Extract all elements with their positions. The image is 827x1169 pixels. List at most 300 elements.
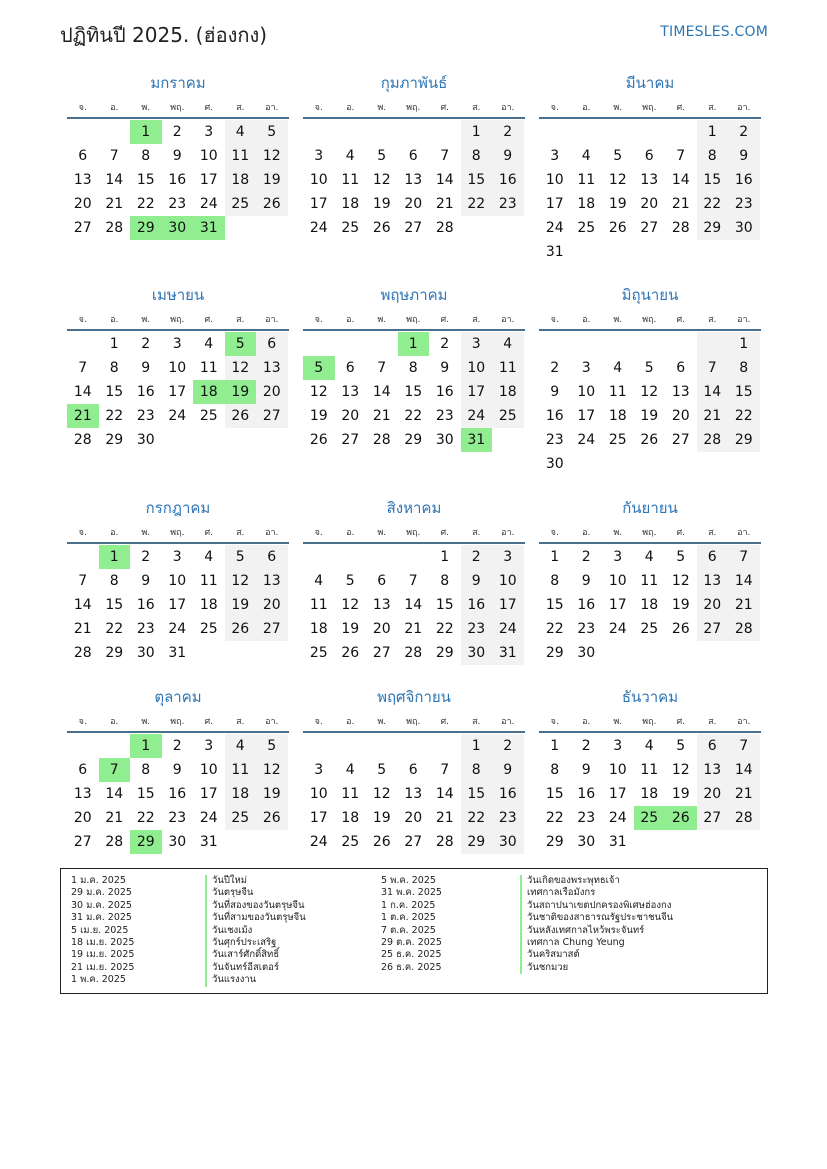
day-cell: 17 [168, 597, 187, 613]
month-name: พฤษภาคม [380, 286, 448, 304]
day-cell: 8 [461, 144, 493, 168]
day-cell: 26 [256, 192, 288, 216]
holiday-names-col-1 [205, 875, 306, 987]
day-cell: 27 [256, 617, 288, 641]
weekday-label: พ. [377, 717, 387, 727]
day-cell: 30 [728, 216, 760, 240]
day-cell: 10 [168, 573, 187, 589]
weekday-label: ศ. [676, 103, 686, 113]
day-cell: 4 [204, 549, 214, 565]
day-cell: 4 [644, 738, 654, 754]
day-cell: 10 [608, 762, 627, 778]
day-cell: 10 [309, 786, 328, 802]
day-cell: 28 [435, 220, 454, 236]
day-cell: 1 [440, 549, 450, 565]
holiday-day-cell: 31 [193, 216, 225, 240]
day-cell: 11 [492, 356, 524, 380]
weekday-label: จ. [550, 103, 559, 113]
day-cell: 6 [256, 332, 288, 356]
day-cell: 27 [73, 834, 92, 850]
holiday-day-cell: 18 [193, 380, 225, 404]
day-cell: 18 [577, 196, 596, 212]
day-cell: 19 [671, 786, 690, 802]
day-cell: 25 [640, 621, 659, 637]
day-cell: 22 [136, 196, 155, 212]
weekday-label: จ. [78, 315, 87, 325]
day-cell: 8 [141, 148, 151, 164]
day-cell: 2 [728, 120, 760, 144]
month-10 [67, 685, 289, 854]
day-cell: 24 [608, 621, 627, 637]
day-grid [303, 332, 525, 452]
weekday-label: ศ. [676, 528, 686, 538]
empty-cell [335, 545, 367, 569]
day-cell: 13 [697, 569, 729, 593]
day-cell: 10 [199, 148, 218, 164]
weekday-label: ส. [236, 103, 245, 113]
holiday-day-cell: 26 [665, 806, 697, 830]
day-cell: 22 [461, 192, 493, 216]
day-cell: 4 [204, 336, 214, 352]
day-cell: 3 [461, 332, 493, 356]
day-cell: 11 [640, 762, 659, 778]
holiday-date: 5 พ.ค. 2025 [381, 875, 436, 886]
weekday-label: พฤ. [642, 717, 657, 727]
weekday-label: พ. [141, 315, 151, 325]
day-cell: 3 [550, 148, 560, 164]
day-cell: 14 [73, 597, 92, 613]
weekday-header [303, 713, 525, 733]
day-cell: 19 [640, 408, 659, 424]
day-cell: 16 [461, 593, 493, 617]
day-cell: 2 [461, 545, 493, 569]
holiday-date: 19 เม.ย. 2025 [71, 949, 135, 961]
empty-cell [335, 734, 367, 758]
empty-cell [429, 734, 461, 758]
month-name: พฤศจิกายน [377, 688, 451, 706]
day-cell: 28 [105, 220, 124, 236]
day-cell: 3 [204, 738, 214, 754]
day-cell: 22 [435, 621, 454, 637]
day-cell: 23 [168, 196, 187, 212]
day-cell: 19 [256, 168, 288, 192]
day-cell: 21 [372, 408, 391, 424]
day-cell: 7 [728, 734, 760, 758]
day-cell: 5 [676, 738, 686, 754]
day-cell: 27 [341, 432, 360, 448]
weekday-label: พฤ. [406, 103, 421, 113]
empty-cell [602, 332, 634, 356]
month-name: มิถุนายน [621, 286, 679, 304]
day-cell: 27 [256, 404, 288, 428]
day-cell: 6 [697, 545, 729, 569]
day-cell: 28 [728, 806, 760, 830]
day-cell: 20 [697, 593, 729, 617]
weekday-label: จ. [78, 103, 87, 113]
empty-cell [571, 120, 603, 144]
holiday-names-col-2 [520, 875, 673, 974]
day-cell: 8 [408, 360, 418, 376]
empty-cell [335, 120, 367, 144]
holiday-date: 29 ต.ค. 2025 [381, 937, 442, 949]
day-cell: 4 [644, 549, 654, 565]
day-cell: 3 [581, 360, 591, 376]
weekday-label: ศ. [204, 528, 214, 538]
day-cell: 9 [492, 758, 524, 782]
weekday-label: อ. [346, 528, 355, 538]
holiday-name: วันเสาร์ศักดิ์สิทธิ์ [205, 949, 306, 961]
empty-cell [398, 734, 430, 758]
weekday-label: จ. [550, 528, 559, 538]
holiday-date: 1 ม.ค. 2025 [71, 875, 126, 886]
empty-cell [429, 120, 461, 144]
day-cell: 31 [168, 645, 187, 661]
month-name: มกราคม [150, 74, 206, 92]
holiday-date: 21 เม.ย. 2025 [71, 961, 135, 973]
day-cell: 30 [545, 456, 564, 472]
day-cell: 20 [341, 408, 360, 424]
day-cell: 15 [136, 786, 155, 802]
empty-cell [303, 120, 335, 144]
weekday-label: อ. [110, 717, 119, 727]
day-cell: 16 [168, 172, 187, 188]
day-cell: 27 [404, 220, 423, 236]
day-cell: 28 [728, 617, 760, 641]
weekday-label: อา. [737, 717, 751, 727]
weekday-label: อา. [265, 717, 279, 727]
day-cell: 13 [404, 786, 423, 802]
day-cell: 5 [256, 734, 288, 758]
holiday-date: 31 พ.ค. 2025 [381, 887, 442, 899]
day-cell: 6 [408, 762, 418, 778]
day-cell: 2 [172, 738, 182, 754]
holiday-day-cell: 25 [634, 806, 666, 830]
holiday-day-cell: 1 [130, 120, 162, 144]
day-cell: 18 [608, 408, 627, 424]
weekday-header [67, 99, 289, 119]
day-cell: 14 [105, 786, 124, 802]
day-cell: 23 [492, 806, 524, 830]
day-grid [539, 734, 761, 854]
day-cell: 18 [640, 597, 659, 613]
day-grid [67, 120, 289, 240]
day-cell: 7 [408, 573, 418, 589]
holiday-day-cell: 29 [130, 830, 162, 854]
day-cell: 2 [440, 336, 450, 352]
weekday-label: อา. [501, 315, 515, 325]
day-cell: 30 [136, 645, 155, 661]
day-cell: 27 [671, 432, 690, 448]
day-cell: 27 [404, 834, 423, 850]
month-1 [67, 71, 289, 240]
empty-cell [335, 332, 367, 356]
day-grid [539, 332, 761, 476]
weekday-label: ส. [236, 315, 245, 325]
day-cell: 25 [492, 404, 524, 428]
day-cell: 22 [545, 810, 564, 826]
day-cell: 12 [341, 597, 360, 613]
day-grid [539, 545, 761, 665]
day-cell: 30 [461, 641, 493, 665]
day-cell: 31 [545, 244, 564, 260]
day-cell: 24 [461, 404, 493, 428]
month-3 [539, 71, 761, 264]
day-cell: 26 [372, 834, 391, 850]
day-cell: 17 [168, 384, 187, 400]
day-cell: 22 [105, 408, 124, 424]
day-cell: 15 [136, 172, 155, 188]
day-cell: 30 [492, 830, 524, 854]
day-cell: 6 [408, 148, 418, 164]
day-cell: 15 [697, 168, 729, 192]
day-cell: 2 [492, 120, 524, 144]
day-cell: 15 [728, 380, 760, 404]
day-cell: 4 [613, 360, 623, 376]
weekday-label: ส. [472, 528, 481, 538]
weekday-label: พฤ. [170, 528, 185, 538]
weekday-label: ศ. [676, 315, 686, 325]
weekday-label: ส. [236, 528, 245, 538]
holiday-day-cell: 5 [225, 332, 257, 356]
day-cell: 25 [309, 645, 328, 661]
site-link[interactable]: TIMESLES.COM [660, 24, 768, 40]
day-cell: 21 [728, 593, 760, 617]
day-cell: 19 [341, 621, 360, 637]
holiday-date: 1 ก.ค. 2025 [381, 899, 436, 911]
day-cell: 8 [109, 360, 119, 376]
weekday-header [67, 713, 289, 733]
weekday-label: จ. [314, 528, 323, 538]
day-cell: 11 [225, 144, 257, 168]
holiday-name: วันที่สองของวันตรุษจีน [205, 900, 306, 912]
day-cell: 19 [372, 196, 391, 212]
weekday-label: พ. [613, 103, 623, 113]
weekday-header [67, 311, 289, 331]
day-cell: 22 [105, 621, 124, 637]
day-cell: 16 [545, 408, 564, 424]
day-cell: 20 [73, 810, 92, 826]
day-cell: 12 [608, 172, 627, 188]
day-cell: 21 [435, 810, 454, 826]
day-cell: 12 [225, 569, 257, 593]
month-name: ตุลาคม [154, 688, 202, 706]
day-cell: 30 [435, 432, 454, 448]
day-cell: 12 [309, 384, 328, 400]
day-cell: 12 [640, 384, 659, 400]
weekday-label: อ. [582, 103, 591, 113]
weekday-label: อา. [737, 528, 751, 538]
day-cell: 6 [345, 360, 355, 376]
day-cell: 21 [435, 196, 454, 212]
day-cell: 3 [204, 124, 214, 140]
weekday-label: ศ. [204, 717, 214, 727]
day-cell: 5 [345, 573, 355, 589]
weekday-header [539, 99, 761, 119]
holiday-day-cell: 7 [99, 758, 131, 782]
day-cell: 23 [577, 621, 596, 637]
day-cell: 10 [545, 172, 564, 188]
day-cell: 29 [728, 428, 760, 452]
day-cell: 15 [461, 168, 493, 192]
day-cell: 2 [172, 124, 182, 140]
weekday-label: ส. [472, 103, 481, 113]
day-cell: 14 [697, 380, 729, 404]
empty-cell [303, 332, 335, 356]
day-cell: 13 [671, 384, 690, 400]
day-cell: 17 [608, 597, 627, 613]
day-cell: 13 [372, 597, 391, 613]
weekday-header [303, 99, 525, 119]
day-cell: 7 [109, 148, 119, 164]
day-cell: 12 [256, 758, 288, 782]
holiday-dates-col-1 [71, 875, 134, 987]
weekday-label: อ. [110, 315, 119, 325]
day-cell: 9 [172, 762, 182, 778]
month-name: มีนาคม [625, 74, 675, 92]
day-cell: 30 [577, 645, 596, 661]
day-cell: 24 [199, 810, 218, 826]
day-cell: 2 [141, 336, 151, 352]
day-cell: 7 [78, 573, 88, 589]
holiday-name: วันเชงเม้ง [205, 925, 306, 937]
day-cell: 5 [613, 148, 623, 164]
month-8 [303, 496, 525, 665]
day-cell: 28 [105, 834, 124, 850]
day-cell: 25 [341, 220, 360, 236]
day-cell: 3 [492, 545, 524, 569]
holiday-day-cell: 21 [67, 404, 99, 428]
day-cell: 19 [671, 597, 690, 613]
day-grid [303, 120, 525, 240]
day-cell: 23 [136, 408, 155, 424]
weekday-label: พ. [613, 528, 623, 538]
day-cell: 17 [545, 196, 564, 212]
month-12 [539, 685, 761, 854]
holiday-day-cell: 5 [303, 356, 335, 380]
day-cell: 23 [461, 617, 493, 641]
day-cell: 31 [608, 834, 627, 850]
weekday-label: อ. [346, 717, 355, 727]
day-cell: 26 [225, 404, 257, 428]
day-cell: 17 [461, 380, 493, 404]
day-grid [67, 545, 289, 665]
weekday-label: ศ. [440, 103, 450, 113]
day-cell: 20 [404, 196, 423, 212]
day-cell: 17 [199, 172, 218, 188]
weekday-label: ส. [708, 528, 717, 538]
day-cell: 1 [728, 332, 760, 356]
empty-cell [99, 120, 131, 144]
holiday-name: วันปีใหม่ [205, 875, 306, 887]
day-cell: 28 [73, 645, 92, 661]
day-cell: 18 [199, 597, 218, 613]
day-cell: 11 [199, 360, 218, 376]
holiday-date: 30 ม.ค. 2025 [71, 899, 132, 911]
day-cell: 26 [608, 220, 627, 236]
day-cell: 6 [644, 148, 654, 164]
day-cell: 20 [73, 196, 92, 212]
day-cell: 1 [550, 549, 560, 565]
day-cell: 24 [545, 220, 564, 236]
empty-cell [67, 332, 99, 356]
weekday-label: ส. [708, 717, 717, 727]
day-cell: 7 [728, 545, 760, 569]
holiday-day-cell: 19 [225, 380, 257, 404]
day-cell: 9 [581, 573, 591, 589]
day-cell: 4 [225, 120, 257, 144]
weekday-label: จ. [550, 315, 559, 325]
weekday-label: พ. [377, 103, 387, 113]
day-cell: 12 [671, 573, 690, 589]
day-cell: 26 [341, 645, 360, 661]
day-cell: 2 [492, 734, 524, 758]
holiday-name: วันจันทร์อีสเตอร์ [205, 962, 306, 974]
day-cell: 17 [309, 196, 328, 212]
weekday-header [539, 311, 761, 331]
holiday-day-cell: 1 [130, 734, 162, 758]
day-cell: 22 [728, 404, 760, 428]
day-cell: 14 [73, 384, 92, 400]
day-cell: 7 [377, 360, 387, 376]
day-cell: 14 [372, 384, 391, 400]
day-cell: 27 [640, 220, 659, 236]
month-name: สิงหาคม [386, 499, 442, 517]
day-cell: 13 [640, 172, 659, 188]
day-cell: 15 [105, 384, 124, 400]
day-cell: 13 [404, 172, 423, 188]
day-cell: 18 [309, 621, 328, 637]
day-cell: 27 [73, 220, 92, 236]
day-cell: 29 [435, 645, 454, 661]
day-cell: 8 [440, 573, 450, 589]
day-cell: 15 [461, 782, 493, 806]
empty-cell [99, 734, 131, 758]
weekday-label: พ. [377, 315, 387, 325]
day-cell: 7 [440, 148, 450, 164]
holiday-date: 25 ธ.ค. 2025 [381, 949, 442, 961]
day-cell: 30 [136, 432, 155, 448]
day-cell: 6 [78, 148, 88, 164]
day-cell: 3 [314, 762, 324, 778]
month-name: ธันวาคม [621, 688, 679, 706]
day-cell: 7 [440, 762, 450, 778]
weekday-label: อา. [501, 717, 515, 727]
empty-cell [67, 734, 99, 758]
day-cell: 12 [372, 786, 391, 802]
day-cell: 21 [105, 196, 124, 212]
day-cell: 11 [309, 597, 328, 613]
day-cell: 9 [492, 144, 524, 168]
day-cell: 22 [697, 192, 729, 216]
day-cell: 10 [168, 360, 187, 376]
weekday-label: พฤ. [406, 315, 421, 325]
day-cell: 17 [492, 593, 524, 617]
weekday-label: อา. [265, 103, 279, 113]
empty-cell [398, 120, 430, 144]
day-cell: 16 [492, 782, 524, 806]
holiday-day-cell: 1 [398, 332, 430, 356]
weekday-label: จ. [78, 528, 87, 538]
holiday-date: 29 ม.ค. 2025 [71, 887, 132, 899]
day-cell: 1 [461, 734, 493, 758]
day-cell: 24 [577, 432, 596, 448]
day-cell: 3 [314, 148, 324, 164]
day-cell: 24 [199, 196, 218, 212]
day-cell: 9 [581, 762, 591, 778]
day-cell: 10 [577, 384, 596, 400]
day-cell: 1 [550, 738, 560, 754]
weekday-label: จ. [314, 103, 323, 113]
